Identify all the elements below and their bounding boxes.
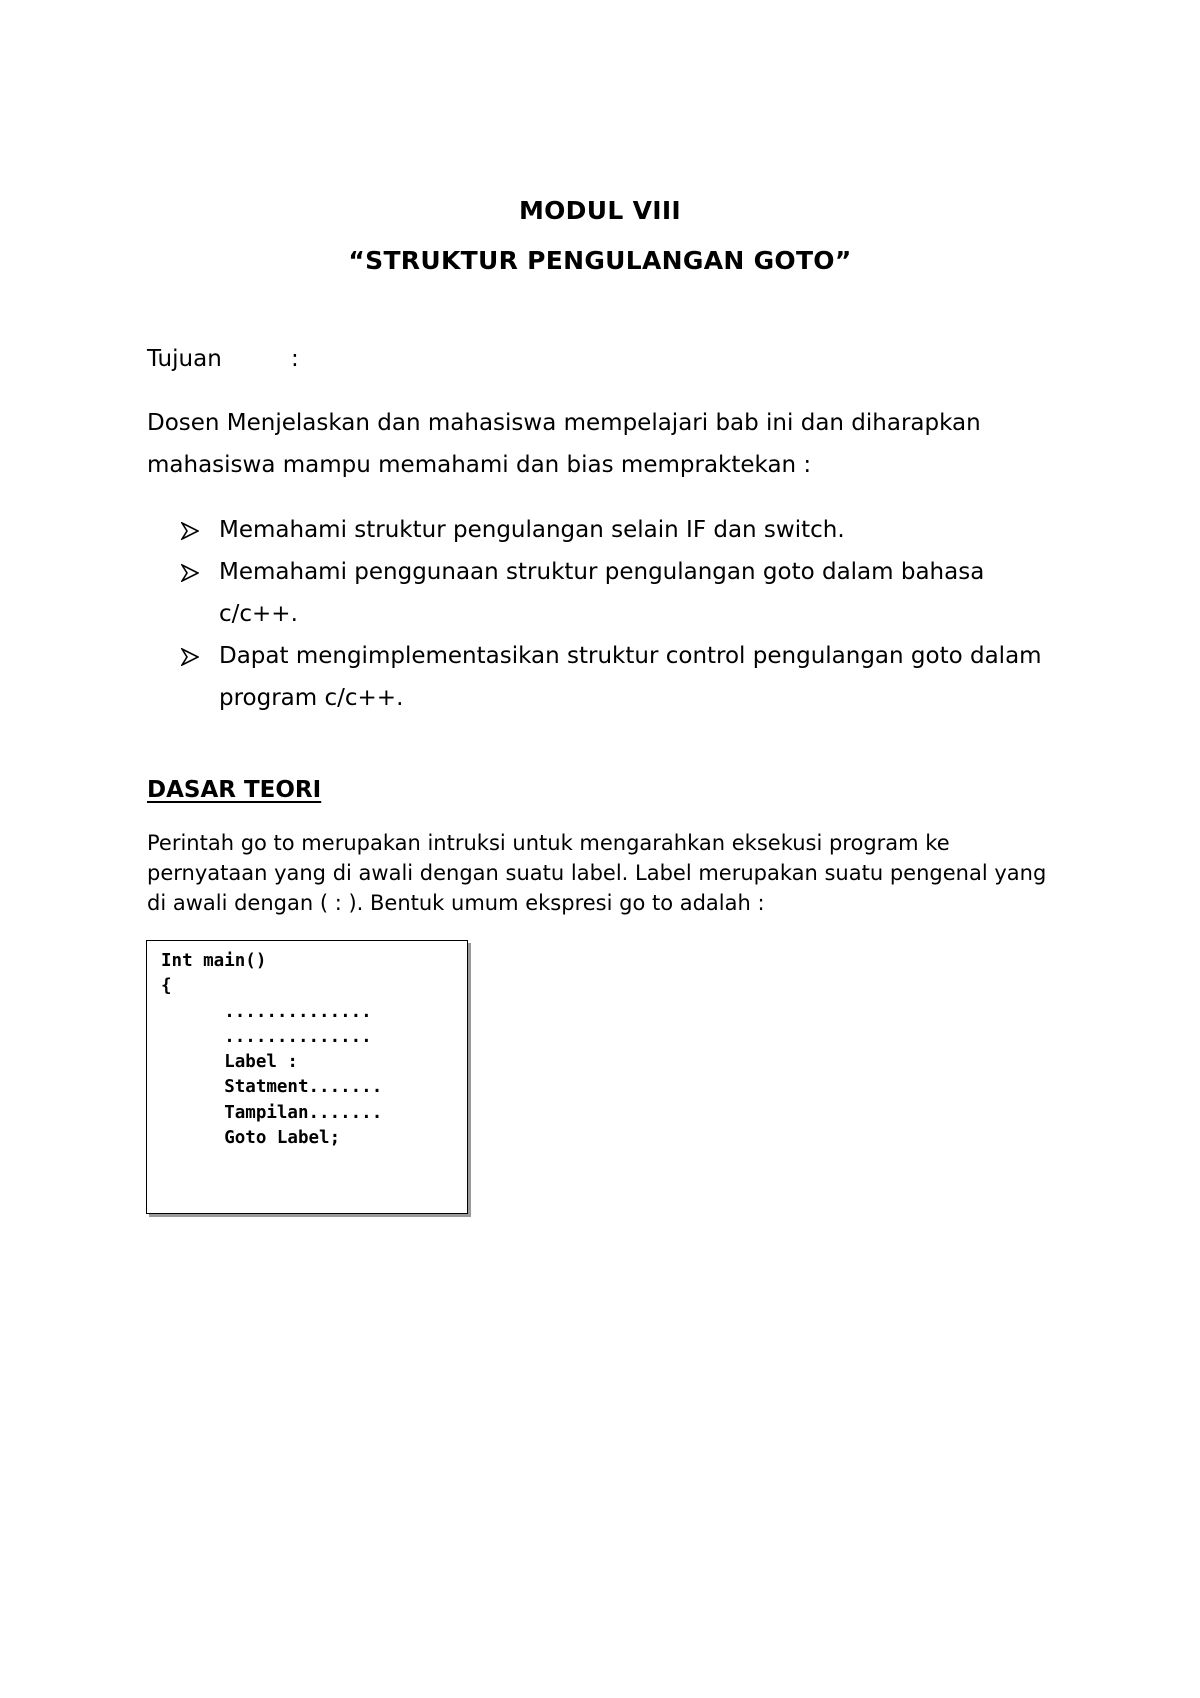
module-subtitle: “STRUKTUR PENGULANGAN GOTO”: [348, 246, 852, 275]
tujuan-colon: :: [291, 346, 299, 372]
objectives-list: [147, 509, 1067, 719]
theory-paragraph: Perintah go to merupakan intruksi untuk mengarahkan eksekusi program ke pernyataan yang di awali dengan suatu label. Label merupakan suatu pengenal yang di awali dengan ( : ). Bentuk umum ekspresi go to adalah :: [147, 831, 1047, 915]
objective-text: Memahami struktur pengulangan selain IF dan switch.: [219, 517, 845, 543]
arrowhead-icon: [181, 648, 199, 666]
code-line: Tampilan.......: [161, 1102, 383, 1123]
code-line: ..............: [161, 1001, 372, 1022]
section-heading: DASAR TEORI: [147, 777, 322, 803]
objective-text: Memahami penggunaan struktur pengulangan goto dalam bahasa c/c++.: [219, 559, 985, 627]
objective-item: [147, 509, 1067, 551]
objective-item: [147, 635, 1067, 719]
tujuan-label: Tujuan: [147, 346, 222, 372]
code-example-box: [146, 940, 468, 1214]
code-line: ..............: [161, 1026, 372, 1047]
code-line: Label :: [161, 1052, 298, 1073]
module-title: MODUL VIII: [518, 196, 682, 225]
intro-paragraph: Dosen Menjelaskan dan mahasiswa mempelajari bab ini dan diharapkan mahasiswa mampu memahami dan bias mempraktekan :: [147, 410, 981, 478]
code-line: Goto Label;: [161, 1128, 341, 1149]
code-line: Statment.......: [161, 1077, 383, 1098]
code-line: {: [161, 976, 172, 997]
arrowhead-icon: [181, 564, 199, 582]
code-example: [161, 949, 382, 1151]
objective-item: [147, 551, 1067, 635]
objective-text: Dapat mengimplementasikan struktur control pengulangan goto dalam program c/c++.: [219, 643, 1042, 711]
code-line: Int main(): [161, 951, 267, 971]
arrowhead-icon: [181, 522, 199, 540]
